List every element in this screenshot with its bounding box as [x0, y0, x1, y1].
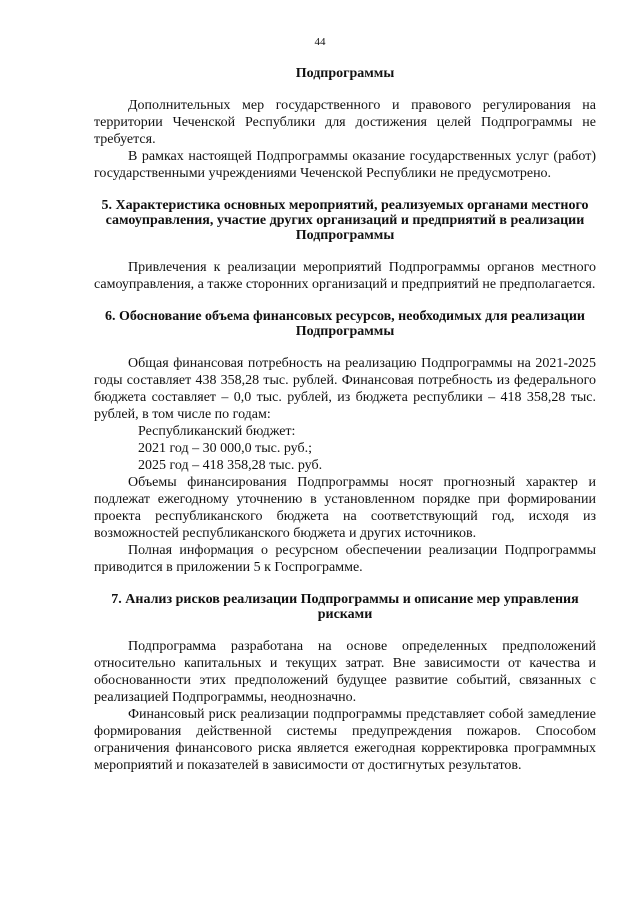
paragraph: Общая финансовая потребность на реализацию Подпрограммы на 2021-2025 годы составляет 438 358,28 тыс. рублей. Финансовая потребность из федерального бюджета составляет – 0,0 тыс. рублей, из бюджета республики – 418 358,28 тыс. рублей, в том числе по годам: [94, 356, 596, 422]
paragraph: В рамках настоящей Подпрограммы оказание государственных услуг (работ) государственными учреждениями Чеченской Республики не предусмотрено. [94, 149, 596, 181]
budget-line: 2025 год – 418 358,28 тыс. руб. [138, 458, 323, 473]
paragraph: Полная информация о ресурсном обеспечении реализации Подпрограммы приводится в приложении 5 к Госпрограмме. [94, 543, 596, 575]
budget-line: Республиканский бюджет: [138, 424, 296, 439]
page-content [94, 66, 596, 774]
paragraph: Объемы финансирования Подпрограммы носят прогнозный характер и подлежат ежегодному уточнению в установленном порядке при формировании проекта республиканского бюджета на соответствующий год, исходя из возможностей республиканского бюджета и других источников. [94, 475, 596, 541]
paragraph: Дополнительных мер государственного и правового регулирования на территории Чеченской Республики для достижения целей Подпрограммы не требуется. [94, 98, 596, 147]
section-heading-7: 7. Анализ рисков реализации Подпрограммы и описание мер управления рисками [111, 592, 579, 622]
section-heading-subprograms: Подпрограммы [295, 66, 395, 81]
page-number: 44 [314, 36, 326, 48]
budget-line: 2021 год – 30 000,0 тыс. руб.; [138, 441, 312, 456]
section-heading-6: 6. Обоснование объема финансовых ресурсов, необходимых для реализации Подпрограммы [105, 309, 585, 339]
paragraph: Финансовый риск реализации подпрограммы представляет собой замедление формирования действенной системы предупреждения пожаров. Способом ограничения финансового риска является ежегодная корректировка программных мероприятий и показателей в зависимости от достигнутых результатов. [94, 707, 596, 773]
paragraph: Подпрограмма разработана на основе определенных предположений относительно капитальных и текущих затрат. Вне зависимости от качества и обоснованности этих предположений будущее развитие событий, связанных с реализацией Подпрограммы, неоднозначно. [94, 639, 596, 705]
section-heading-5: 5. Характеристика основных мероприятий, реализуемых органами местного самоуправления, участие других организаций и предприятий в реализации Подпрограммы [101, 198, 589, 243]
paragraph: Привлечения к реализации мероприятий Подпрограммы органов местного самоуправления, а также сторонних организаций и предприятий не предполагается. [94, 260, 596, 292]
